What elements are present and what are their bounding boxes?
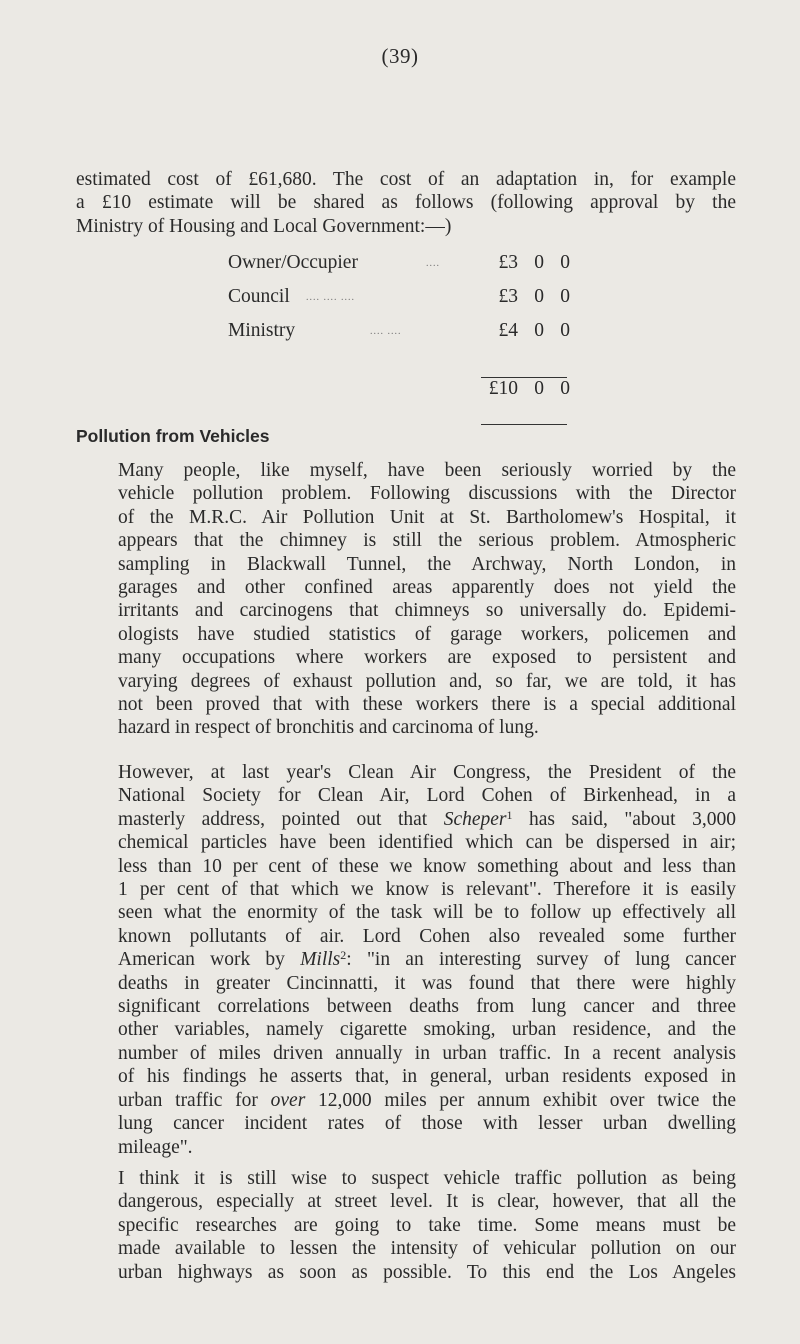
total-shillings: 0 xyxy=(534,378,544,399)
text-line: hazard in respect of bronchitis and carcinoma of lung. xyxy=(118,717,539,739)
text-line: chemical particles have been identified which can be dispersed in air; xyxy=(118,832,736,854)
text-line: number of miles driven annually in urban traffic. In a recent analysis xyxy=(118,1042,736,1064)
text-line: many occupations where workers are exposed to persistent and xyxy=(118,647,736,669)
intro-paragraph xyxy=(76,168,736,238)
text-line: However, at last year's Clean Air Congress, the President of the xyxy=(118,762,736,783)
cost-pence: 0 xyxy=(560,320,570,341)
text-line xyxy=(76,1089,736,1112)
cost-pounds: £3 xyxy=(498,252,518,273)
cost-pence: 0 xyxy=(560,252,570,273)
cost-shillings: 0 xyxy=(534,286,544,307)
text-line xyxy=(76,808,736,831)
cost-row-council xyxy=(228,286,578,320)
text-line: varying degrees of exhaust pollution and, so far, we are told, it has xyxy=(118,670,736,692)
text-line: appears that the chimney is still the serious problem. Atmospheric xyxy=(118,530,736,552)
text-line: not been proved that with these workers there is a special additional xyxy=(118,694,736,716)
cost-pounds: £3 xyxy=(498,286,518,307)
cost-row-ministry xyxy=(228,320,578,354)
page-number: (39) xyxy=(381,44,419,68)
text-line: made available to lessen the intensity of vehicular pollution on our xyxy=(118,1238,736,1260)
cost-pounds: £4 xyxy=(498,320,518,341)
text-line: irritants and carcinogens that chimneys so universally do. Epidemi- xyxy=(118,600,736,622)
text-line: dangerous, especially at street level. It is clear, however, that all the xyxy=(118,1191,736,1213)
footnote-ref: 1 xyxy=(506,807,513,822)
text-line: urban highways as soon as possible. To this end the Los Angeles xyxy=(118,1261,736,1283)
emphasis-over: over xyxy=(270,1089,306,1111)
text-line: known pollutants of air. Lord Cohen also revealed some further xyxy=(118,925,736,947)
text-line: lung cancer incident rates of those with lesser urban dwelling xyxy=(118,1113,736,1135)
paragraph-clean-air-congress xyxy=(76,761,736,1159)
dot-leader: .... xyxy=(426,258,440,269)
text-segment: masterly address, pointed out that xyxy=(118,808,444,830)
text-line: of his findings he asserts that, in general, urban residents exposed in xyxy=(118,1066,736,1088)
sum-rule-bottom xyxy=(481,424,567,425)
cost-row-total xyxy=(228,378,578,412)
cost-label: Council xyxy=(228,286,290,307)
text-line: ologists have studied statistics of garage workers, policemen and xyxy=(118,623,736,645)
paragraph-vehicle-pollution xyxy=(76,459,736,740)
footnote-ref: 2 xyxy=(340,948,347,963)
text-line: a £10 estimate will be shared as follows (following approval by the xyxy=(76,192,736,214)
cost-pence: 0 xyxy=(560,286,570,307)
cost-shillings: 0 xyxy=(534,252,544,273)
text-line: less than 10 per cent of these we know something about and less than xyxy=(118,855,736,877)
text-line: estimated cost of £61,680. The cost of an adaptation in, for example xyxy=(76,169,736,190)
text-line: of the M.R.C. Air Pollution Unit at St. Bartholomew's Hospital, it xyxy=(118,506,736,528)
text-segment: has said, "about 3,000 xyxy=(512,808,736,830)
cost-shillings: 0 xyxy=(534,320,544,341)
text-segment: : "in an interesting survey of lung cancer xyxy=(346,949,737,971)
cited-author-scheper: Scheper xyxy=(443,808,507,830)
text-line: other variables, namely cigarette smoking, urban residence, and the xyxy=(118,1019,736,1041)
text-line: mileage". xyxy=(118,1136,193,1158)
cost-table xyxy=(228,252,578,412)
section-heading: Pollution from Vehicles xyxy=(76,426,270,446)
cost-label: Owner/Occupier xyxy=(228,252,358,273)
cited-author-mills: Mills xyxy=(300,949,341,971)
text-line: significant correlations between deaths from lung cancer and three xyxy=(118,996,736,1018)
text-line: Ministry of Housing and Local Government:—) xyxy=(76,215,452,237)
text-line: sampling in Blackwall Tunnel, the Archway, North London, in xyxy=(118,553,736,575)
text-line: vehicle pollution problem. Following discussions with the Director xyxy=(118,483,736,505)
text-line: specific researches are going to take time. Some means must be xyxy=(118,1214,736,1236)
cost-label: Ministry xyxy=(228,320,296,341)
text-line: I think it is still wise to suspect vehicle traffic pollution as being xyxy=(118,1168,736,1189)
text-line: deaths in greater Cincinnatti, it was found that there were highly xyxy=(118,972,736,994)
text-segment: American work by xyxy=(118,949,301,971)
text-line: seen what the enormity of the task will be to follow up effectively all xyxy=(118,902,736,924)
dot-leader: .... .... xyxy=(370,326,402,337)
sum-rule-top xyxy=(481,377,567,378)
text-line: 1 per cent of that which we know is relevant". Therefore it is easily xyxy=(118,879,736,901)
total-pounds: £10 xyxy=(488,378,518,399)
dot-leader: .... .... .... xyxy=(306,292,355,303)
text-segment: 12,000 miles per annum exhibit over twice the xyxy=(305,1089,736,1111)
text-line: garages and other confined areas apparently does not yield the xyxy=(118,577,736,599)
text-line: National Society for Clean Air, Lord Cohen of Birkenhead, in a xyxy=(118,785,736,807)
text-line xyxy=(76,948,736,971)
text-segment: urban traffic for xyxy=(118,1089,271,1111)
paragraph-conclusion xyxy=(76,1167,736,1284)
cost-row-owner xyxy=(228,252,578,286)
text-line: Many people, like myself, have been seriously worried by the xyxy=(118,460,736,481)
total-pence: 0 xyxy=(560,378,570,399)
